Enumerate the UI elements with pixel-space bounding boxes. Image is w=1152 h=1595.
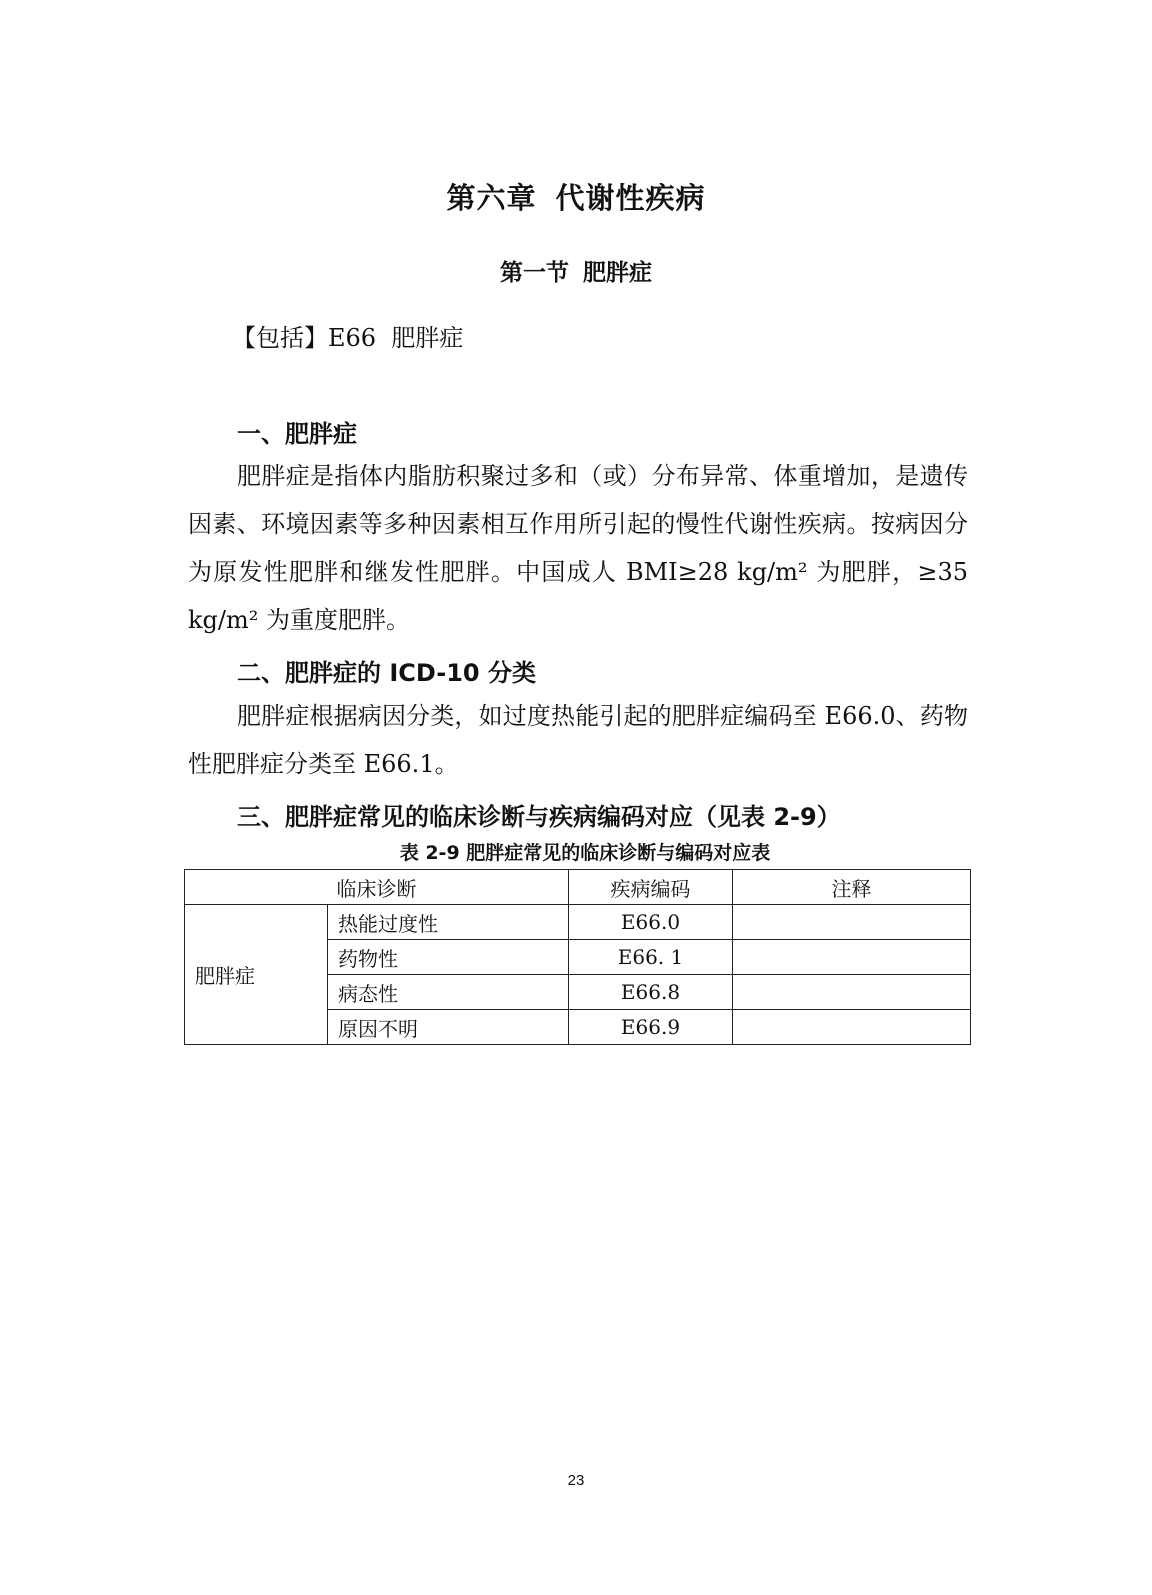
diagnosis-cell: 病态性: [328, 975, 569, 1010]
heading-icd-classification: 二、肥胖症的 ICD-10 分类: [237, 659, 536, 687]
paragraph-definition: 肥胖症是指体内脂肪积聚过多和（或）分布异常、体重增加，是遗传因素、环境因素等多种因素相互作用所引起的慢性代谢性疾病。按病因分为原发性肥胖和继发性肥胖。中国成人 BMI≥28 kg/m² 为肥胖，≥35 kg/m² 为重度肥胖。: [188, 462, 968, 634]
heading-obesity: 一、肥胖症: [237, 420, 357, 448]
include-line: 【包括】E66 肥胖症: [232, 324, 464, 352]
page-number: 23: [567, 1472, 585, 1489]
note-cell: [733, 940, 971, 975]
header-clinical-diagnosis: 临床诊断: [185, 870, 569, 905]
code-cell: E66.0: [569, 905, 733, 940]
table-header-row: [185, 870, 971, 905]
chapter-title: 第六章 代谢性疾病: [446, 181, 706, 215]
diagnosis-cell: 药物性: [328, 940, 569, 975]
table-caption: 表 2-9 肥胖症常见的临床诊断与编码对应表: [399, 842, 771, 864]
group-cell: 肥胖症: [185, 905, 328, 1045]
paragraph-classification: 肥胖症根据病因分类，如过度热能引起的肥胖症编码至 E66.0、药物性肥胖症分类至 E66.1。: [188, 702, 968, 778]
diagnosis-cell: 原因不明: [328, 1010, 569, 1045]
note-cell: [733, 1010, 971, 1045]
note-cell: [733, 975, 971, 1010]
table-row: [185, 905, 971, 940]
code-cell: E66. 1: [569, 940, 733, 975]
header-notes: 注释: [733, 870, 971, 905]
section-title: 第一节 肥胖症: [499, 260, 652, 286]
code-cell: E66.8: [569, 975, 733, 1010]
heading-diagnosis-mapping: 三、肥胖症常见的临床诊断与疾病编码对应（见表 2-9）: [237, 803, 841, 831]
diagnosis-cell: 热能过度性: [328, 905, 569, 940]
diagnosis-code-table: [184, 869, 971, 1045]
code-cell: E66.9: [569, 1010, 733, 1045]
note-cell: [733, 905, 971, 940]
header-disease-code: 疾病编码: [569, 870, 733, 905]
